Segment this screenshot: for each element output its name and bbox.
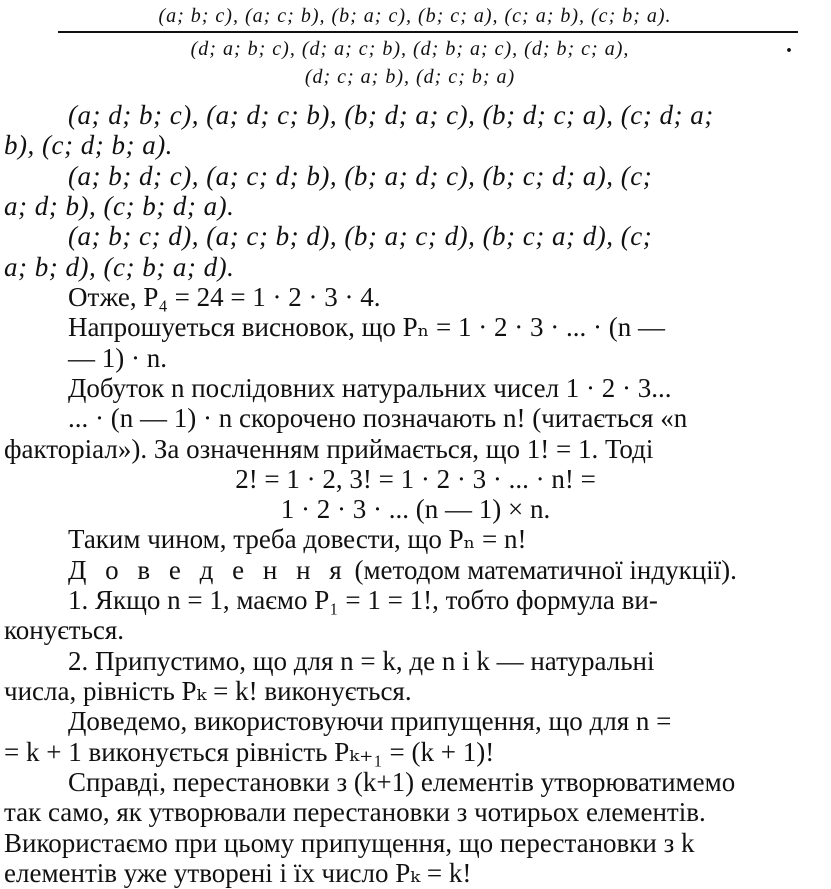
- perm-group-2-line-2: a; d; b), (c; b; d; a).: [4, 190, 235, 221]
- factorials-line-1: 2! = 1 · 2, 3! = 1 · 2 · 3 · ... · n! =: [235, 463, 596, 494]
- thus-line: Таким чином, треба довести, що Pₙ = n!: [68, 524, 527, 555]
- indeed-line-3: Використаємо при цьому припущення, що перестановки з k: [4, 827, 695, 858]
- indeed-line-4: елементів уже утворені і їх число Pₖ = k!: [4, 858, 472, 888]
- perm-group-3-line-1: (a; b; c; d), (a; c; b; d), (b; a; c; d), (b; c; a; d), (c;: [68, 221, 653, 252]
- fraction-denominator-line-1: (d; a; b; c), (d; a; c; b), (d; b; a; c), (d; b; c; a),: [190, 38, 630, 60]
- proof-heading: Д о в е д е н н я: [68, 554, 348, 585]
- step-1-line-2: конується.: [4, 615, 125, 646]
- fraction-denominator-line-2: (d; c; a; b), (d; c; b; a): [304, 66, 516, 88]
- perm-group-3-line-2: a; b; d), (c; b; a; d).: [4, 251, 235, 282]
- perm-group-2-line-1: (a; b; d; c), (a; c; d; b), (b; a; d; c), (b; c; d; a), (c;: [68, 160, 653, 191]
- fraction-dot: .: [786, 32, 792, 58]
- fraction-bar: [58, 31, 798, 33]
- indeed-line-2: так само, як утворювали перестановки з чотирьох елементів.: [4, 797, 706, 828]
- perm-group-1-line-1: (a; d; b; c), (a; d; c; b), (b; d; a; c), (b; d; c; a), (c; d; a;: [68, 100, 714, 130]
- proof-method: (методом математичної індукції).: [354, 554, 737, 585]
- conclusion-line-1: Напрошуеться висновок, що Pₙ = 1 · 2 · 3 · ... · (n —: [68, 312, 665, 343]
- product-line-2: ... · (n — 1) · n скорочено позначають n! (читається «n: [68, 403, 688, 434]
- step-2-line-2: числа, рівність Pₖ = k! виконується.: [4, 676, 412, 707]
- prove-line-2: = k + 1 виконується рівність Pₖ₊₁ = (k + 1)!: [4, 736, 495, 767]
- factorials-line-2: 1 · 2 · 3 · ... (n — 1) × n.: [280, 494, 551, 525]
- conclusion-line-2: — 1) · n.: [68, 342, 167, 373]
- product-line-1: Добуток n послідовних натуральних чисел 1 · 2 · 3...: [68, 372, 672, 403]
- perm-group-1-line-2: b), (c; d; b; a).: [4, 130, 173, 161]
- step-2-line-1: 2. Припустимо, що для n = k, де n і k — натуральні: [68, 645, 655, 676]
- permutation-fraction: [40, 2, 792, 91]
- step-1-line-1: 1. Якщо n = 1, маємо P₁ = 1 = 1!, тобто формула ви-: [68, 585, 658, 616]
- proof-heading-line: [0, 555, 831, 585]
- indeed-line-1: Справді, перестановки з (k+1) елементів утворюватимемо: [68, 767, 736, 798]
- product-line-3: факторіал»). За означенням приймається, що 1! = 1. Тоді: [4, 433, 654, 464]
- prove-line-1: Доведемо, використовуючи припущення, що для n =: [68, 706, 672, 737]
- fraction-numerator: (a; b; c), (a; c; b), (b; a; c), (b; c; a), (c; a; b), (c; b; a).: [158, 5, 672, 27]
- therefore-line: Отже, P₄ = 24 = 1 · 2 · 3 · 4.: [68, 281, 381, 312]
